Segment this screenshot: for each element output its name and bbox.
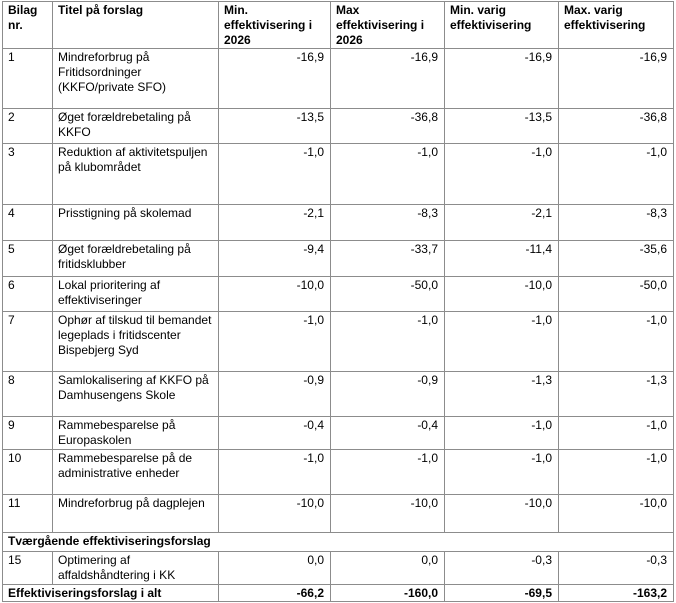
cell-titel: Lokal prioritering af effektiviseringer — [53, 277, 219, 312]
cell-maxVarig: -1,0 — [559, 144, 674, 205]
cell-max2026: -8,3 — [331, 205, 445, 241]
cell-min2026: -9,4 — [219, 241, 331, 277]
cell-min2026: -1,0 — [219, 312, 331, 372]
header-row — [3, 2, 674, 49]
cell-min2026: -1,0 — [219, 144, 331, 205]
cell-max2026: -36,8 — [331, 109, 445, 144]
cell-maxVarig: -1,0 — [559, 417, 674, 450]
cell-maxVarig: -0,3 — [559, 552, 674, 585]
header-max-varig: Max. varig effektivisering — [559, 2, 674, 49]
cell-bilag: 6 — [3, 277, 53, 312]
cell-titel: Samlokalisering af KKFO på Damhusengens Skole — [53, 372, 219, 417]
cell-max2026: -1,0 — [331, 144, 445, 205]
cell-titel: Mindreforbrug på dagplejen — [53, 495, 219, 533]
total-maxVarig: -163,2 — [559, 585, 674, 602]
header-max-2026: Max effektivisering i 2026 — [331, 2, 445, 49]
cell-titel: Ophør af tilskud til bemandet legeplads i fritidscenter Bispebjerg Syd — [53, 312, 219, 372]
table-row — [3, 312, 674, 372]
cell-max2026: 0,0 — [331, 552, 445, 585]
cell-min2026: -10,0 — [219, 495, 331, 533]
cell-max2026: -50,0 — [331, 277, 445, 312]
cell-minVarig: -1,0 — [445, 417, 559, 450]
cell-maxVarig: -1,3 — [559, 372, 674, 417]
cell-max2026: -10,0 — [331, 495, 445, 533]
cell-maxVarig: -1,0 — [559, 312, 674, 372]
cell-titel: Øget forældrebetaling på KKFO — [53, 109, 219, 144]
table-row — [3, 144, 674, 205]
total-max2026: -160,0 — [331, 585, 445, 602]
table-row — [3, 552, 674, 585]
cell-minVarig: -10,0 — [445, 495, 559, 533]
cell-bilag: 11 — [3, 495, 53, 533]
efficiency-proposals-table — [2, 1, 674, 602]
section-row — [3, 533, 674, 552]
table-row — [3, 241, 674, 277]
cell-titel: Rammebesparelse på Europaskolen — [53, 417, 219, 450]
total-label: Effektiviseringsforslag i alt — [3, 585, 219, 602]
cell-minVarig: -2,1 — [445, 205, 559, 241]
cell-min2026: -1,0 — [219, 450, 331, 495]
cell-bilag: 1 — [3, 49, 53, 109]
header-titel: Titel på forslag — [53, 2, 219, 49]
header-bilag: Bilag nr. — [3, 2, 53, 49]
cell-minVarig: -1,0 — [445, 312, 559, 372]
cell-min2026: -0,9 — [219, 372, 331, 417]
cell-titel: Optimering af affaldshåndtering i KK — [53, 552, 219, 585]
table-row — [3, 495, 674, 533]
cell-min2026: 0,0 — [219, 552, 331, 585]
cell-minVarig: -1,3 — [445, 372, 559, 417]
cell-bilag: 15 — [3, 552, 53, 585]
cell-maxVarig: -10,0 — [559, 495, 674, 533]
cell-max2026: -33,7 — [331, 241, 445, 277]
cell-titel: Rammebesparelse på de administrative enheder — [53, 450, 219, 495]
cell-maxVarig: -50,0 — [559, 277, 674, 312]
cell-bilag: 8 — [3, 372, 53, 417]
total-minVarig: -69,5 — [445, 585, 559, 602]
cell-maxVarig: -8,3 — [559, 205, 674, 241]
cell-titel: Prisstigning på skolemad — [53, 205, 219, 241]
cell-minVarig: -11,4 — [445, 241, 559, 277]
cell-bilag: 5 — [3, 241, 53, 277]
cell-bilag: 9 — [3, 417, 53, 450]
cell-titel: Reduktion af aktivitetspuljen på klubområdet — [53, 144, 219, 205]
table-row — [3, 277, 674, 312]
cell-titel: Øget forældrebetaling på fritidsklubber — [53, 241, 219, 277]
cell-min2026: -16,9 — [219, 49, 331, 109]
cell-bilag: 3 — [3, 144, 53, 205]
cell-max2026: -0,4 — [331, 417, 445, 450]
section-label: Tværgående effektiviseringsforslag — [3, 533, 674, 552]
cell-bilag: 7 — [3, 312, 53, 372]
table-row — [3, 417, 674, 450]
cell-min2026: -13,5 — [219, 109, 331, 144]
cell-titel: Mindreforbrug på Fritidsordninger (KKFO/private SFO) — [53, 49, 219, 109]
header-min-varig: Min. varig effektivisering — [445, 2, 559, 49]
cell-minVarig: -1,0 — [445, 144, 559, 205]
cell-max2026: -1,0 — [331, 312, 445, 372]
cell-minVarig: -16,9 — [445, 49, 559, 109]
header-min-2026: Min. effektivisering i 2026 — [219, 2, 331, 49]
total-min2026: -66,2 — [219, 585, 331, 602]
cell-minVarig: -10,0 — [445, 277, 559, 312]
cell-bilag: 10 — [3, 450, 53, 495]
cell-maxVarig: -35,6 — [559, 241, 674, 277]
cell-maxVarig: -16,9 — [559, 49, 674, 109]
cell-bilag: 4 — [3, 205, 53, 241]
cell-minVarig: -0,3 — [445, 552, 559, 585]
cell-min2026: -0,4 — [219, 417, 331, 450]
cell-bilag: 2 — [3, 109, 53, 144]
cell-max2026: -0,9 — [331, 372, 445, 417]
table-row — [3, 109, 674, 144]
cell-min2026: -2,1 — [219, 205, 331, 241]
cell-max2026: -16,9 — [331, 49, 445, 109]
table-row — [3, 372, 674, 417]
total-row — [3, 585, 674, 602]
table-row — [3, 49, 674, 109]
cell-minVarig: -1,0 — [445, 450, 559, 495]
cell-maxVarig: -1,0 — [559, 450, 674, 495]
cell-maxVarig: -36,8 — [559, 109, 674, 144]
cell-max2026: -1,0 — [331, 450, 445, 495]
table-row — [3, 450, 674, 495]
table-row — [3, 205, 674, 241]
cell-minVarig: -13,5 — [445, 109, 559, 144]
cell-min2026: -10,0 — [219, 277, 331, 312]
